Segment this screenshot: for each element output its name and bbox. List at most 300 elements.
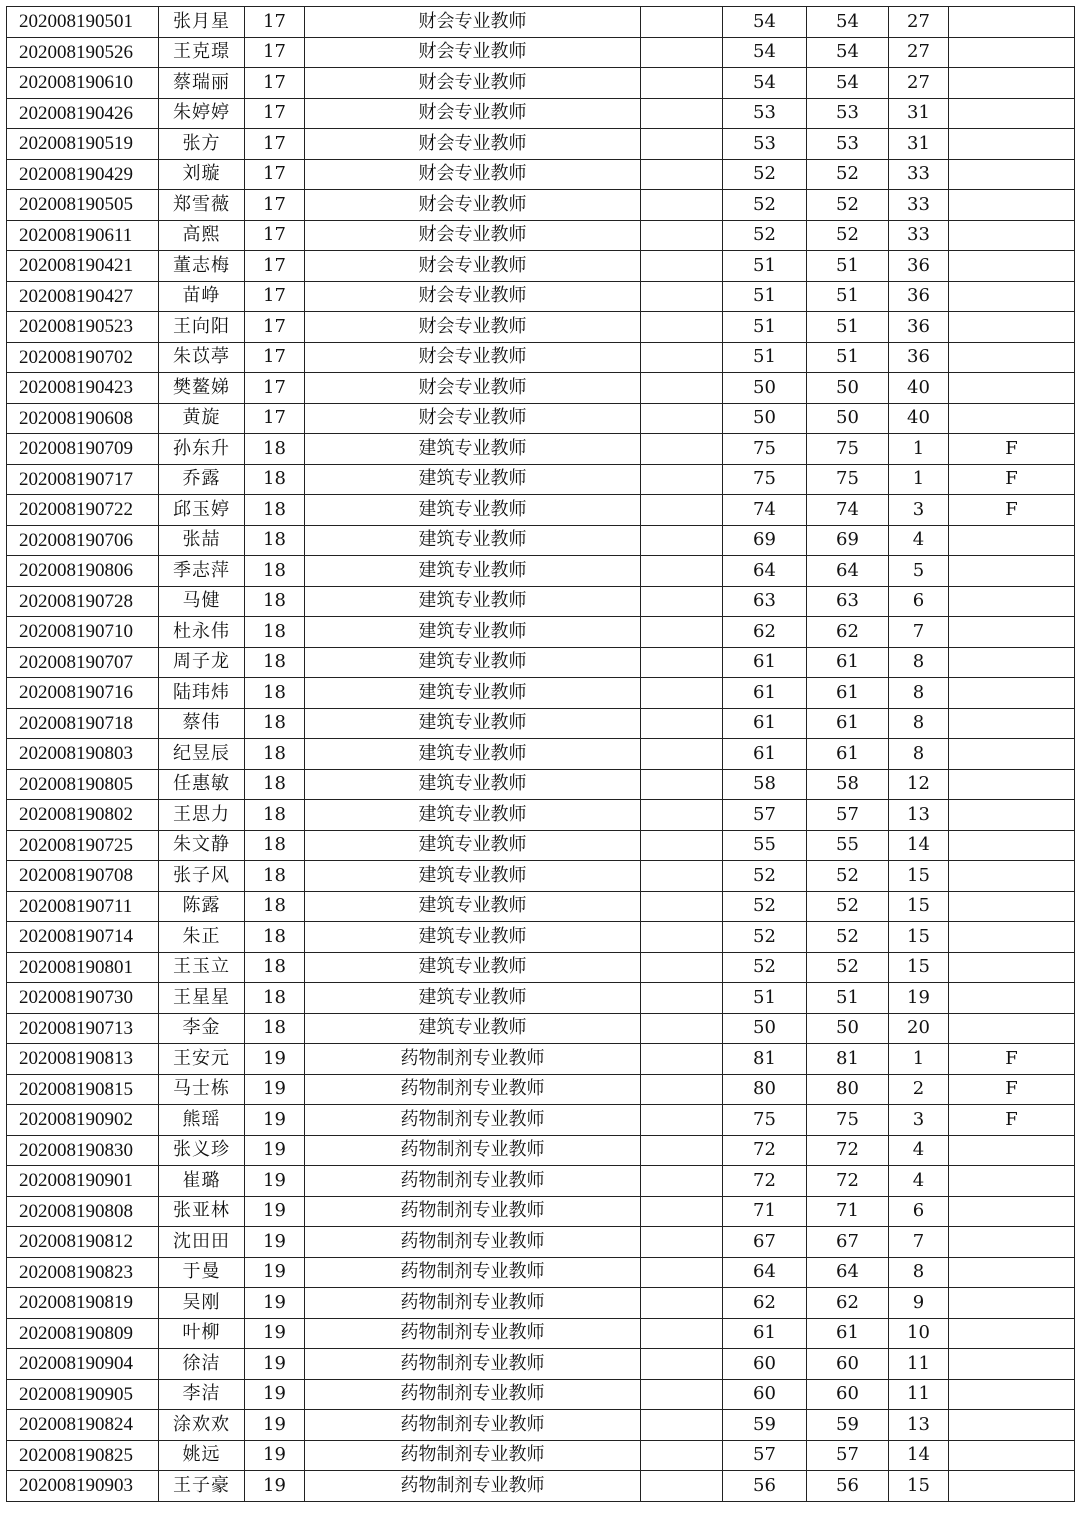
total-score-cell: 57 xyxy=(807,1440,889,1471)
total-score-cell: 75 xyxy=(807,434,889,465)
name-cell: 王安元 xyxy=(159,1044,245,1075)
table-row xyxy=(7,861,1075,892)
table-row xyxy=(7,1471,1075,1502)
exam-id-cell: 202008190519 xyxy=(7,129,159,160)
total-score-cell: 52 xyxy=(807,952,889,983)
post-code-cell: 19 xyxy=(245,1196,305,1227)
total-score-cell: 51 xyxy=(807,983,889,1014)
exam-id-cell: 202008190423 xyxy=(7,373,159,404)
table-row xyxy=(7,1074,1075,1105)
table-row xyxy=(7,617,1075,648)
written-score-cell: 58 xyxy=(723,769,807,800)
rank-cell: 33 xyxy=(889,190,949,221)
interview-flag-cell xyxy=(949,556,1075,587)
rank-cell: 27 xyxy=(889,7,949,38)
post-name-cell: 药物制剂专业教师 xyxy=(305,1257,641,1288)
interview-flag-cell: F xyxy=(949,495,1075,526)
exam-id-cell: 202008190702 xyxy=(7,342,159,373)
post-name-cell: 建筑专业教师 xyxy=(305,739,641,770)
written-score-cell: 81 xyxy=(723,1044,807,1075)
post-name-cell: 财会专业教师 xyxy=(305,251,641,282)
total-score-cell: 54 xyxy=(807,7,889,38)
blank-cell xyxy=(641,1074,723,1105)
table-row xyxy=(7,1227,1075,1258)
written-score-cell: 64 xyxy=(723,556,807,587)
post-code-cell: 18 xyxy=(245,678,305,709)
total-score-cell: 75 xyxy=(807,464,889,495)
post-code-cell: 18 xyxy=(245,495,305,526)
written-score-cell: 62 xyxy=(723,617,807,648)
interview-flag-cell xyxy=(949,891,1075,922)
table-row xyxy=(7,129,1075,160)
name-cell: 乔露 xyxy=(159,464,245,495)
blank-cell xyxy=(641,1349,723,1380)
interview-flag-cell xyxy=(949,220,1075,251)
interview-flag-cell xyxy=(949,647,1075,678)
interview-flag-cell xyxy=(949,68,1075,99)
post-name-cell: 药物制剂专业教师 xyxy=(305,1318,641,1349)
written-score-cell: 52 xyxy=(723,220,807,251)
blank-cell xyxy=(641,68,723,99)
post-name-cell: 财会专业教师 xyxy=(305,98,641,129)
blank-cell xyxy=(641,769,723,800)
exam-id-cell: 202008190802 xyxy=(7,800,159,831)
post-code-cell: 19 xyxy=(245,1288,305,1319)
written-score-cell: 53 xyxy=(723,98,807,129)
total-score-cell: 61 xyxy=(807,708,889,739)
table-row xyxy=(7,190,1075,221)
total-score-cell: 60 xyxy=(807,1349,889,1380)
rank-cell: 31 xyxy=(889,98,949,129)
blank-cell xyxy=(641,37,723,68)
rank-cell: 11 xyxy=(889,1379,949,1410)
interview-flag-cell xyxy=(949,525,1075,556)
exam-id-cell: 202008190823 xyxy=(7,1257,159,1288)
table-row xyxy=(7,556,1075,587)
rank-cell: 3 xyxy=(889,1105,949,1136)
total-score-cell: 59 xyxy=(807,1410,889,1441)
written-score-cell: 52 xyxy=(723,952,807,983)
post-code-cell: 17 xyxy=(245,281,305,312)
total-score-cell: 51 xyxy=(807,312,889,343)
rank-cell: 8 xyxy=(889,647,949,678)
blank-cell xyxy=(641,861,723,892)
rank-cell: 36 xyxy=(889,251,949,282)
post-code-cell: 17 xyxy=(245,7,305,38)
post-name-cell: 药物制剂专业教师 xyxy=(305,1044,641,1075)
post-code-cell: 18 xyxy=(245,525,305,556)
written-score-cell: 61 xyxy=(723,678,807,709)
exam-id-cell: 202008190429 xyxy=(7,159,159,190)
interview-flag-cell xyxy=(949,281,1075,312)
rank-cell: 4 xyxy=(889,1166,949,1197)
table-row xyxy=(7,373,1075,404)
post-name-cell: 财会专业教师 xyxy=(305,312,641,343)
name-cell: 高熙 xyxy=(159,220,245,251)
rank-cell: 9 xyxy=(889,1288,949,1319)
rank-cell: 1 xyxy=(889,1044,949,1075)
post-name-cell: 药物制剂专业教师 xyxy=(305,1227,641,1258)
interview-flag-cell xyxy=(949,251,1075,282)
blank-cell xyxy=(641,1440,723,1471)
written-score-cell: 56 xyxy=(723,1471,807,1502)
interview-flag-cell xyxy=(949,37,1075,68)
rank-cell: 2 xyxy=(889,1074,949,1105)
written-score-cell: 72 xyxy=(723,1166,807,1197)
written-score-cell: 71 xyxy=(723,1196,807,1227)
blank-cell xyxy=(641,1196,723,1227)
interview-flag-cell: F xyxy=(949,1044,1075,1075)
written-score-cell: 61 xyxy=(723,739,807,770)
blank-cell xyxy=(641,983,723,1014)
blank-cell xyxy=(641,220,723,251)
rank-cell: 3 xyxy=(889,495,949,526)
total-score-cell: 61 xyxy=(807,647,889,678)
written-score-cell: 51 xyxy=(723,281,807,312)
blank-cell xyxy=(641,98,723,129)
total-score-cell: 69 xyxy=(807,525,889,556)
blank-cell xyxy=(641,1288,723,1319)
interview-flag-cell xyxy=(949,617,1075,648)
blank-cell xyxy=(641,800,723,831)
table-row xyxy=(7,830,1075,861)
table-row xyxy=(7,1318,1075,1349)
written-score-cell: 75 xyxy=(723,464,807,495)
name-cell: 张方 xyxy=(159,129,245,160)
exam-id-cell: 202008190819 xyxy=(7,1288,159,1319)
rank-cell: 11 xyxy=(889,1349,949,1380)
interview-flag-cell xyxy=(949,342,1075,373)
table-row xyxy=(7,1349,1075,1380)
blank-cell xyxy=(641,1166,723,1197)
table-row xyxy=(7,678,1075,709)
exam-id-cell: 202008190501 xyxy=(7,7,159,38)
name-cell: 王思力 xyxy=(159,800,245,831)
interview-flag-cell xyxy=(949,373,1075,404)
post-name-cell: 药物制剂专业教师 xyxy=(305,1440,641,1471)
exam-id-cell: 202008190526 xyxy=(7,37,159,68)
rank-cell: 33 xyxy=(889,159,949,190)
name-cell: 叶柳 xyxy=(159,1318,245,1349)
blank-cell xyxy=(641,1105,723,1136)
written-score-cell: 63 xyxy=(723,586,807,617)
blank-cell xyxy=(641,617,723,648)
written-score-cell: 74 xyxy=(723,495,807,526)
blank-cell xyxy=(641,1379,723,1410)
post-code-cell: 17 xyxy=(245,342,305,373)
exam-id-cell: 202008190815 xyxy=(7,1074,159,1105)
total-score-cell: 62 xyxy=(807,1288,889,1319)
table-row xyxy=(7,983,1075,1014)
exam-id-cell: 202008190825 xyxy=(7,1440,159,1471)
table-row xyxy=(7,891,1075,922)
exam-id-cell: 202008190830 xyxy=(7,1135,159,1166)
score-table-container xyxy=(6,6,1075,1502)
written-score-cell: 75 xyxy=(723,434,807,465)
exam-id-cell: 202008190610 xyxy=(7,68,159,99)
post-name-cell: 建筑专业教师 xyxy=(305,1013,641,1044)
interview-flag-cell: F xyxy=(949,1105,1075,1136)
post-code-cell: 18 xyxy=(245,647,305,678)
blank-cell xyxy=(641,556,723,587)
post-code-cell: 19 xyxy=(245,1318,305,1349)
post-name-cell: 财会专业教师 xyxy=(305,403,641,434)
rank-cell: 4 xyxy=(889,1135,949,1166)
post-code-cell: 18 xyxy=(245,1013,305,1044)
post-name-cell: 建筑专业教师 xyxy=(305,983,641,1014)
exam-id-cell: 202008190611 xyxy=(7,220,159,251)
written-score-cell: 53 xyxy=(723,129,807,160)
rank-cell: 5 xyxy=(889,556,949,587)
name-cell: 朱苡葶 xyxy=(159,342,245,373)
written-score-cell: 52 xyxy=(723,190,807,221)
blank-cell xyxy=(641,525,723,556)
name-cell: 黄旋 xyxy=(159,403,245,434)
written-score-cell: 60 xyxy=(723,1349,807,1380)
total-score-cell: 50 xyxy=(807,373,889,404)
total-score-cell: 53 xyxy=(807,129,889,160)
name-cell: 张喆 xyxy=(159,525,245,556)
rank-cell: 36 xyxy=(889,281,949,312)
interview-flag-cell: F xyxy=(949,434,1075,465)
score-table xyxy=(6,6,1075,1502)
blank-cell xyxy=(641,434,723,465)
post-code-cell: 18 xyxy=(245,708,305,739)
table-row xyxy=(7,281,1075,312)
written-score-cell: 57 xyxy=(723,800,807,831)
written-score-cell: 80 xyxy=(723,1074,807,1105)
total-score-cell: 50 xyxy=(807,403,889,434)
name-cell: 蔡瑞丽 xyxy=(159,68,245,99)
exam-id-cell: 202008190808 xyxy=(7,1196,159,1227)
post-code-cell: 18 xyxy=(245,586,305,617)
blank-cell xyxy=(641,464,723,495)
written-score-cell: 61 xyxy=(723,708,807,739)
rank-cell: 4 xyxy=(889,525,949,556)
post-name-cell: 建筑专业教师 xyxy=(305,495,641,526)
written-score-cell: 75 xyxy=(723,1105,807,1136)
post-name-cell: 建筑专业教师 xyxy=(305,861,641,892)
total-score-cell: 71 xyxy=(807,1196,889,1227)
name-cell: 于曼 xyxy=(159,1257,245,1288)
name-cell: 王星星 xyxy=(159,983,245,1014)
post-name-cell: 财会专业教师 xyxy=(305,190,641,221)
post-name-cell: 药物制剂专业教师 xyxy=(305,1471,641,1502)
name-cell: 沈田田 xyxy=(159,1227,245,1258)
blank-cell xyxy=(641,7,723,38)
post-name-cell: 建筑专业教师 xyxy=(305,891,641,922)
exam-id-cell: 202008190813 xyxy=(7,1044,159,1075)
name-cell: 徐洁 xyxy=(159,1349,245,1380)
blank-cell xyxy=(641,1318,723,1349)
exam-id-cell: 202008190812 xyxy=(7,1227,159,1258)
table-row xyxy=(7,1410,1075,1441)
rank-cell: 8 xyxy=(889,1257,949,1288)
blank-cell xyxy=(641,1227,723,1258)
interview-flag-cell xyxy=(949,586,1075,617)
interview-flag-cell xyxy=(949,1196,1075,1227)
written-score-cell: 64 xyxy=(723,1257,807,1288)
table-row xyxy=(7,586,1075,617)
written-score-cell: 72 xyxy=(723,1135,807,1166)
interview-flag-cell xyxy=(949,98,1075,129)
interview-flag-cell xyxy=(949,769,1075,800)
total-score-cell: 81 xyxy=(807,1044,889,1075)
post-code-cell: 19 xyxy=(245,1105,305,1136)
post-code-cell: 17 xyxy=(245,251,305,282)
blank-cell xyxy=(641,830,723,861)
rank-cell: 7 xyxy=(889,617,949,648)
interview-flag-cell xyxy=(949,678,1075,709)
written-score-cell: 51 xyxy=(723,251,807,282)
total-score-cell: 50 xyxy=(807,1013,889,1044)
total-score-cell: 67 xyxy=(807,1227,889,1258)
total-score-cell: 52 xyxy=(807,922,889,953)
written-score-cell: 52 xyxy=(723,922,807,953)
interview-flag-cell xyxy=(949,1166,1075,1197)
post-code-cell: 18 xyxy=(245,617,305,648)
exam-id-cell: 202008190710 xyxy=(7,617,159,648)
post-name-cell: 建筑专业教师 xyxy=(305,647,641,678)
blank-cell xyxy=(641,586,723,617)
post-name-cell: 财会专业教师 xyxy=(305,68,641,99)
rank-cell: 8 xyxy=(889,708,949,739)
name-cell: 张子风 xyxy=(159,861,245,892)
interview-flag-cell xyxy=(949,7,1075,38)
exam-id-cell: 202008190708 xyxy=(7,861,159,892)
exam-id-cell: 202008190901 xyxy=(7,1166,159,1197)
interview-flag-cell xyxy=(949,1257,1075,1288)
name-cell: 朱婷婷 xyxy=(159,98,245,129)
rank-cell: 10 xyxy=(889,1318,949,1349)
rank-cell: 36 xyxy=(889,342,949,373)
blank-cell xyxy=(641,312,723,343)
exam-id-cell: 202008190728 xyxy=(7,586,159,617)
total-score-cell: 54 xyxy=(807,68,889,99)
blank-cell xyxy=(641,190,723,221)
exam-id-cell: 202008190902 xyxy=(7,1105,159,1136)
total-score-cell: 51 xyxy=(807,251,889,282)
post-name-cell: 建筑专业教师 xyxy=(305,586,641,617)
name-cell: 张义珍 xyxy=(159,1135,245,1166)
post-code-cell: 19 xyxy=(245,1440,305,1471)
written-score-cell: 54 xyxy=(723,37,807,68)
post-code-cell: 18 xyxy=(245,739,305,770)
interview-flag-cell xyxy=(949,1349,1075,1380)
exam-id-cell: 202008190905 xyxy=(7,1379,159,1410)
total-score-cell: 51 xyxy=(807,342,889,373)
name-cell: 樊鳌娣 xyxy=(159,373,245,404)
name-cell: 王子豪 xyxy=(159,1471,245,1502)
name-cell: 邱玉婷 xyxy=(159,495,245,526)
table-row xyxy=(7,647,1075,678)
written-score-cell: 50 xyxy=(723,373,807,404)
total-score-cell: 64 xyxy=(807,556,889,587)
interview-flag-cell xyxy=(949,190,1075,221)
post-name-cell: 建筑专业教师 xyxy=(305,708,641,739)
total-score-cell: 61 xyxy=(807,1318,889,1349)
exam-id-cell: 202008190806 xyxy=(7,556,159,587)
exam-id-cell: 202008190809 xyxy=(7,1318,159,1349)
exam-id-cell: 202008190709 xyxy=(7,434,159,465)
post-name-cell: 建筑专业教师 xyxy=(305,678,641,709)
post-name-cell: 财会专业教师 xyxy=(305,281,641,312)
exam-id-cell: 202008190903 xyxy=(7,1471,159,1502)
exam-id-cell: 202008190426 xyxy=(7,98,159,129)
table-row xyxy=(7,1257,1075,1288)
total-score-cell: 80 xyxy=(807,1074,889,1105)
post-code-cell: 17 xyxy=(245,312,305,343)
table-body xyxy=(7,7,1075,1502)
written-score-cell: 52 xyxy=(723,159,807,190)
table-row xyxy=(7,220,1075,251)
interview-flag-cell xyxy=(949,1440,1075,1471)
post-name-cell: 建筑专业教师 xyxy=(305,769,641,800)
table-row xyxy=(7,1288,1075,1319)
written-score-cell: 52 xyxy=(723,861,807,892)
interview-flag-cell xyxy=(949,800,1075,831)
post-code-cell: 17 xyxy=(245,129,305,160)
rank-cell: 15 xyxy=(889,922,949,953)
table-row xyxy=(7,495,1075,526)
post-name-cell: 建筑专业教师 xyxy=(305,434,641,465)
blank-cell xyxy=(641,678,723,709)
post-name-cell: 建筑专业教师 xyxy=(305,556,641,587)
post-code-cell: 18 xyxy=(245,434,305,465)
exam-id-cell: 202008190730 xyxy=(7,983,159,1014)
total-score-cell: 61 xyxy=(807,678,889,709)
post-name-cell: 药物制剂专业教师 xyxy=(305,1135,641,1166)
blank-cell xyxy=(641,1135,723,1166)
table-row xyxy=(7,159,1075,190)
post-code-cell: 19 xyxy=(245,1166,305,1197)
exam-id-cell: 202008190713 xyxy=(7,1013,159,1044)
interview-flag-cell: F xyxy=(949,1074,1075,1105)
post-code-cell: 17 xyxy=(245,373,305,404)
post-code-cell: 18 xyxy=(245,922,305,953)
post-name-cell: 财会专业教师 xyxy=(305,342,641,373)
total-score-cell: 53 xyxy=(807,98,889,129)
interview-flag-cell xyxy=(949,861,1075,892)
post-code-cell: 18 xyxy=(245,983,305,1014)
rank-cell: 7 xyxy=(889,1227,949,1258)
post-name-cell: 建筑专业教师 xyxy=(305,830,641,861)
blank-cell xyxy=(641,739,723,770)
exam-id-cell: 202008190805 xyxy=(7,769,159,800)
name-cell: 张月星 xyxy=(159,7,245,38)
rank-cell: 1 xyxy=(889,434,949,465)
table-row xyxy=(7,800,1075,831)
interview-flag-cell xyxy=(949,1013,1075,1044)
written-score-cell: 62 xyxy=(723,1288,807,1319)
total-score-cell: 72 xyxy=(807,1135,889,1166)
post-code-cell: 17 xyxy=(245,68,305,99)
total-score-cell: 54 xyxy=(807,37,889,68)
written-score-cell: 50 xyxy=(723,403,807,434)
post-name-cell: 建筑专业教师 xyxy=(305,952,641,983)
exam-id-cell: 202008190718 xyxy=(7,708,159,739)
blank-cell xyxy=(641,708,723,739)
total-score-cell: 63 xyxy=(807,586,889,617)
exam-id-cell: 202008190421 xyxy=(7,251,159,282)
exam-id-cell: 202008190608 xyxy=(7,403,159,434)
rank-cell: 27 xyxy=(889,37,949,68)
interview-flag-cell xyxy=(949,1288,1075,1319)
exam-id-cell: 202008190722 xyxy=(7,495,159,526)
written-score-cell: 61 xyxy=(723,647,807,678)
rank-cell: 40 xyxy=(889,403,949,434)
table-row xyxy=(7,312,1075,343)
